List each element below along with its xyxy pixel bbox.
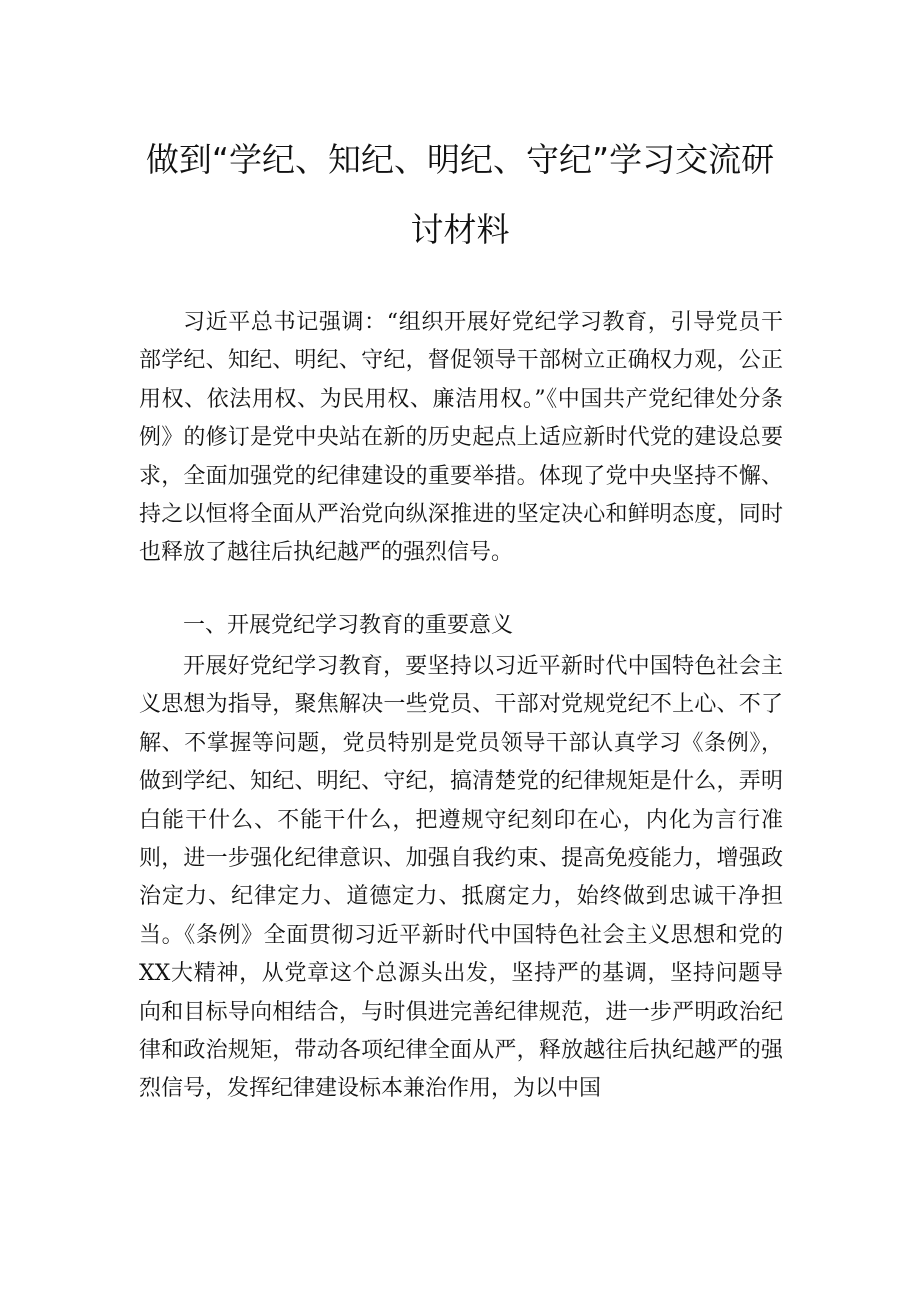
paragraph-intro: 习近平总书记强调：“组织开展好党纪学习教育，引导党员干部学纪、知纪、明纪、守纪，督促领导干部树立正确权力观，公正用权、依法用权、为民用权、廉洁用权。”《中国共产党纪律处分条例》的修订是党中央站在新的历史起点上适应新时代党的建设总要求，全面加强党的纪律建设的重要举措。体现了党中央坚持不懈、持之以恒将全面从严治党向纵深推进的坚定决心和鲜明态度，同时也释放了越往后执纪越严的强烈信号。 bbox=[139, 310, 783, 566]
document-title-line-1: 做到“学纪、知纪、明纪、守纪”学习交流研 bbox=[145, 140, 775, 179]
paragraph-significance: 开展好党纪学习教育，要坚持以习近平新时代中国特色社会主义思想为指导，聚焦解决一些党员、干部对党规党纪不上心、不了解、不掌握等问题，党员特别是党员领导干部认真学习《条例》，做到学纪、知纪、明纪、守纪，搞清楚党的纪律规矩是什么，弄明白能干什么、不能干什么，把遵规守纪刻印在心，内化为言行准则，进一步强化纪律意识、加强自我约束、提高免疫能力，增强政治定力、纪律定力、道德定力、抵腐定力，始终做到忠诚干净担当。《条例》全面贯彻习近平新时代中国特色社会主义思想和党的XX大精神，从党章这个总源头出发，坚持严的基调，坚持问题导向和目标导向相结合，与时俱进完善纪律规范，进一步严明政治纪律和政治规矩，带动各项纪律全面从严，释放越往后执纪越严的强烈信号，发挥纪律建设标本兼治作用，为以中国 bbox=[139, 654, 783, 1102]
document-title-line-2: 讨材料 bbox=[410, 210, 510, 249]
section-heading: 一、开展党纪学习教育的重要意义 bbox=[183, 613, 514, 638]
